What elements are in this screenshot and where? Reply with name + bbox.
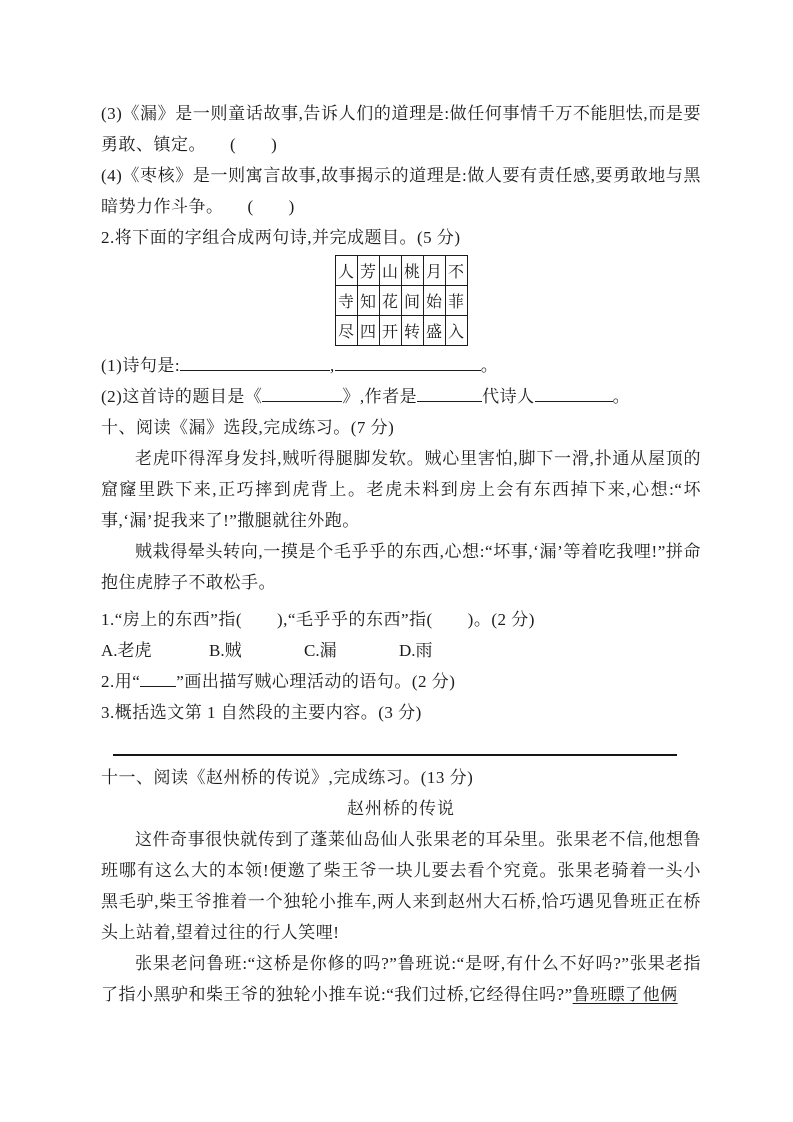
grid-cell: 四 bbox=[357, 316, 379, 346]
char-grid bbox=[335, 255, 468, 346]
grid-cell: 盛 bbox=[423, 316, 445, 346]
blank-line bbox=[262, 386, 342, 402]
worksheet-page bbox=[101, 98, 701, 1010]
sub2-period: 。 bbox=[612, 387, 631, 406]
sub1-comma: , bbox=[330, 356, 335, 375]
sub1-period: 。 bbox=[480, 356, 499, 375]
option-a: A.老虎 bbox=[101, 641, 152, 660]
blank-line bbox=[140, 671, 176, 687]
sub2-mid2: 代诗人 bbox=[482, 387, 535, 406]
poem-sub-question-2 bbox=[101, 381, 701, 412]
blank-line bbox=[180, 355, 330, 371]
q2-suffix: ”画出描写贼心理活动的语句。(2 分) bbox=[176, 672, 456, 691]
judgement-item-4 bbox=[101, 160, 701, 222]
answer-bracket: ( ) bbox=[247, 197, 295, 216]
sub2-prefix: (2)这首诗的题目是《 bbox=[101, 387, 263, 406]
poem-question-stem: 2.将下面的字组合成两句诗,并完成题目。(5 分) bbox=[101, 228, 461, 247]
passage-zhaozhou-paragraph-2 bbox=[101, 948, 701, 1010]
blank-line bbox=[535, 386, 613, 402]
passage-zhaozhou-paragraph-1: 这件奇事很快就传到了蓬莱仙岛仙人张果老的耳朵里。张果老不信,他想鲁班哪有这么大的本领!便邀了柴王爷一块儿要去看个究竟。张果老骑着一头小黑毛驴,柴王爷推着一个独轮小推车,两人来到赵州大石桥,恰巧遇见鲁班正在桥头上站着,望着过往的行人笑哩! bbox=[101, 830, 701, 942]
lou-question-1-options bbox=[101, 635, 701, 666]
option-d: D.雨 bbox=[399, 641, 433, 660]
grid-cell: 寺 bbox=[335, 286, 357, 316]
grid-cell: 花 bbox=[379, 286, 401, 316]
grid-cell: 不 bbox=[445, 256, 467, 286]
lou-question-3: 3.概括选文第 1 自然段的主要内容。(3 分) bbox=[101, 703, 422, 722]
section-divider bbox=[113, 754, 677, 756]
grid-cell: 月 bbox=[423, 256, 445, 286]
grid-cell: 人 bbox=[335, 256, 357, 286]
section-heading-eleven: 十一、阅读《赵州桥的传说》,完成练习。(13 分) bbox=[101, 768, 474, 787]
blank-line bbox=[417, 386, 482, 402]
grid-cell: 山 bbox=[379, 256, 401, 286]
q2-prefix: 2.用“ bbox=[101, 672, 141, 691]
judgement-item-3 bbox=[101, 98, 701, 160]
sub2-mid1: 》,作者是 bbox=[342, 387, 418, 406]
grid-cell: 知 bbox=[357, 286, 379, 316]
char-grid-row bbox=[335, 316, 467, 346]
option-c: C.漏 bbox=[304, 641, 337, 660]
judgement-item-3-text: (3)《漏》是一则童话故事,告诉人们的道理是:做任何事情千万不能胆怯,而是要勇敢、镇定。 bbox=[101, 104, 701, 154]
grid-cell: 入 bbox=[445, 316, 467, 346]
char-grid-row bbox=[335, 286, 467, 316]
lou-question-2 bbox=[101, 666, 701, 697]
poem-sub-question-1 bbox=[101, 350, 701, 381]
blank-line bbox=[335, 355, 481, 371]
grid-cell: 始 bbox=[423, 286, 445, 316]
judgement-item-4-text: (4)《枣核》是一则寓言故事,故事揭示的道理是:做人要有责任感,要勇敢地与黑暗势力作斗争。 bbox=[101, 166, 701, 216]
grid-cell: 菲 bbox=[445, 286, 467, 316]
sub1-prefix: (1)诗句是: bbox=[101, 356, 181, 375]
section-heading-ten: 十、阅读《漏》选段,完成练习。(7 分) bbox=[101, 418, 395, 437]
lou-question-1: 1.“房上的东西”指( ),“毛乎乎的东西”指( )。(2 分) bbox=[101, 610, 535, 629]
answer-bracket: ( ) bbox=[230, 135, 278, 154]
grid-cell: 转 bbox=[401, 316, 423, 346]
passage-lou-paragraph-1: 老虎吓得浑身发抖,贼听得腿脚发软。贼心里害怕,脚下一滑,扑通从屋顶的窟窿里跌下来,正巧摔到虎背上。老虎未料到房上会有东西掉下来,心想:“坏事,‘漏’捉我来了!”撒腿就往外跑。 bbox=[101, 449, 701, 530]
zhaozhou-paragraph-2-underlined-phrase: 鲁班瞟了他俩 bbox=[572, 985, 678, 1004]
grid-cell: 桃 bbox=[401, 256, 423, 286]
passage-title: 赵州桥的传说 bbox=[347, 799, 455, 818]
grid-cell: 开 bbox=[379, 316, 401, 346]
grid-cell: 尽 bbox=[335, 316, 357, 346]
grid-cell: 芳 bbox=[357, 256, 379, 286]
option-b: B.贼 bbox=[209, 641, 242, 660]
grid-cell: 间 bbox=[401, 286, 423, 316]
char-grid-row bbox=[335, 256, 467, 286]
zhaozhou-paragraph-2-main: 张果老问鲁班:“这桥是你修的吗?”鲁班说:“是呀,有什么不好吗?”张果老指了指小黑驴和柴王爷的独轮小推车说:“我们过桥,它经得住吗?” bbox=[101, 954, 701, 1004]
passage-lou-paragraph-2: 贼栽得晕头转向,一摸是个毛乎乎的东西,心想:“坏事,‘漏’等着吃我哩!”拼命抱住虎脖子不敢松手。 bbox=[101, 542, 701, 592]
